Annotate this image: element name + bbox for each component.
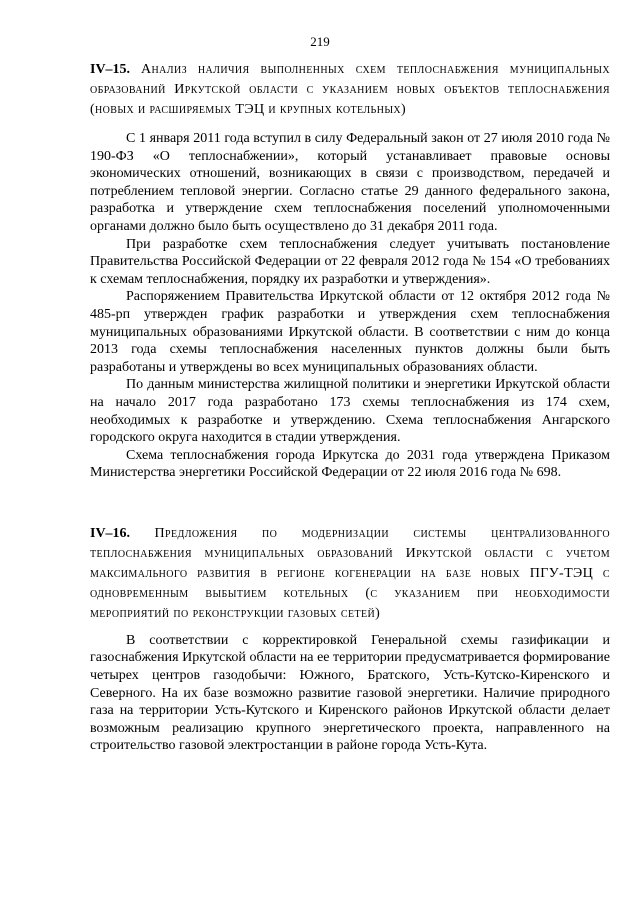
section-heading-iv-16	[90, 524, 610, 624]
section-number: IV–16.	[90, 525, 131, 541]
paragraph: В соответствии с корректировкой Генеральной схемы газификации и газоснабжения Иркутской области на ее территории предусматривается формирование четырех центров газодобычи: Южного, Братского, Усть-Кутско-Киренского и Северного. На их базе возможно развитие газовой энергетики. Наличие природного газа на территории Усть-Кутского и Киренского районов Иркутской области делает возможным реализацию крупного энергетического проекта, направленного на строительство газовой электростанции в районе города Усть-Кута.	[90, 632, 610, 754]
paragraph: С 1 января 2011 года вступил в силу Федеральный закон от 27 июля 2010 года № 190-ФЗ «О теплоснабжении», который устанавливает правовые основы экономических отношений, возникающих в связи с производством, передачей и потреблением тепловой энергии. Согласно статье 29 данного федерального закона, разработка и утверждение схем теплоснабжения поселений уполномоченными органами должно было быть осуществлено до 31 декабря 2011 года.	[90, 131, 610, 234]
page-number: 219	[310, 34, 330, 49]
paragraph: При разработке схем теплоснабжения следует учитывать постановление Правительства Российской Федерации от 22 февраля 2012 года № 154 «О требованиях к схемам теплоснабжения, порядку их разработки и утверждения».	[90, 236, 610, 287]
paragraph: Схема теплоснабжения города Иркутска до 2031 года утверждена Приказом Министерства энергетики Российской Федерации от 22 июля 2016 года № 698.	[90, 447, 610, 481]
page-content	[90, 60, 610, 755]
section-number: IV–15.	[90, 62, 131, 77]
paragraph: По данным министерства жилищной политики и энергетики Иркутской области на начало 2017 года разработано 173 схемы теплоснабжения из 174 схем, необходимых к разработке и утверждению. Схема теплоснабжения Ангарского городского округа находится в стадии утверждения.	[90, 377, 610, 446]
paragraph: Распоряжением Правительства Иркутской области от 12 октября 2012 года № 485-рп утвержден график разработки и утверждения схем теплоснабжения муниципальных образованиями Иркутской области. В соответствии с ним до конца 2013 года схемы теплоснабжения населенных пунктов должны были быть разработаны и утверждены во всех муниципальных образованиях области.	[90, 289, 610, 375]
section-title: Предложения по модернизации системы централизованного теплоснабжения муниципальных образований Иркутской области с учетом максимального развития в регионе когенерации на базе новых ПГУ-ТЭЦ с одновременным выбытием котельных (с указанием при необходимости мероприятий по реконструкции газовых сетей)	[90, 525, 610, 621]
section-heading-iv-15	[90, 60, 610, 120]
section-title: Анализ наличия выполненных схем теплоснабжения муниципальных образований Иркутской области с указанием новых объектов теплоснабжения (новых и расширяемых ТЭЦ и крупных котельных)	[90, 62, 610, 117]
section-spacer	[90, 482, 610, 524]
